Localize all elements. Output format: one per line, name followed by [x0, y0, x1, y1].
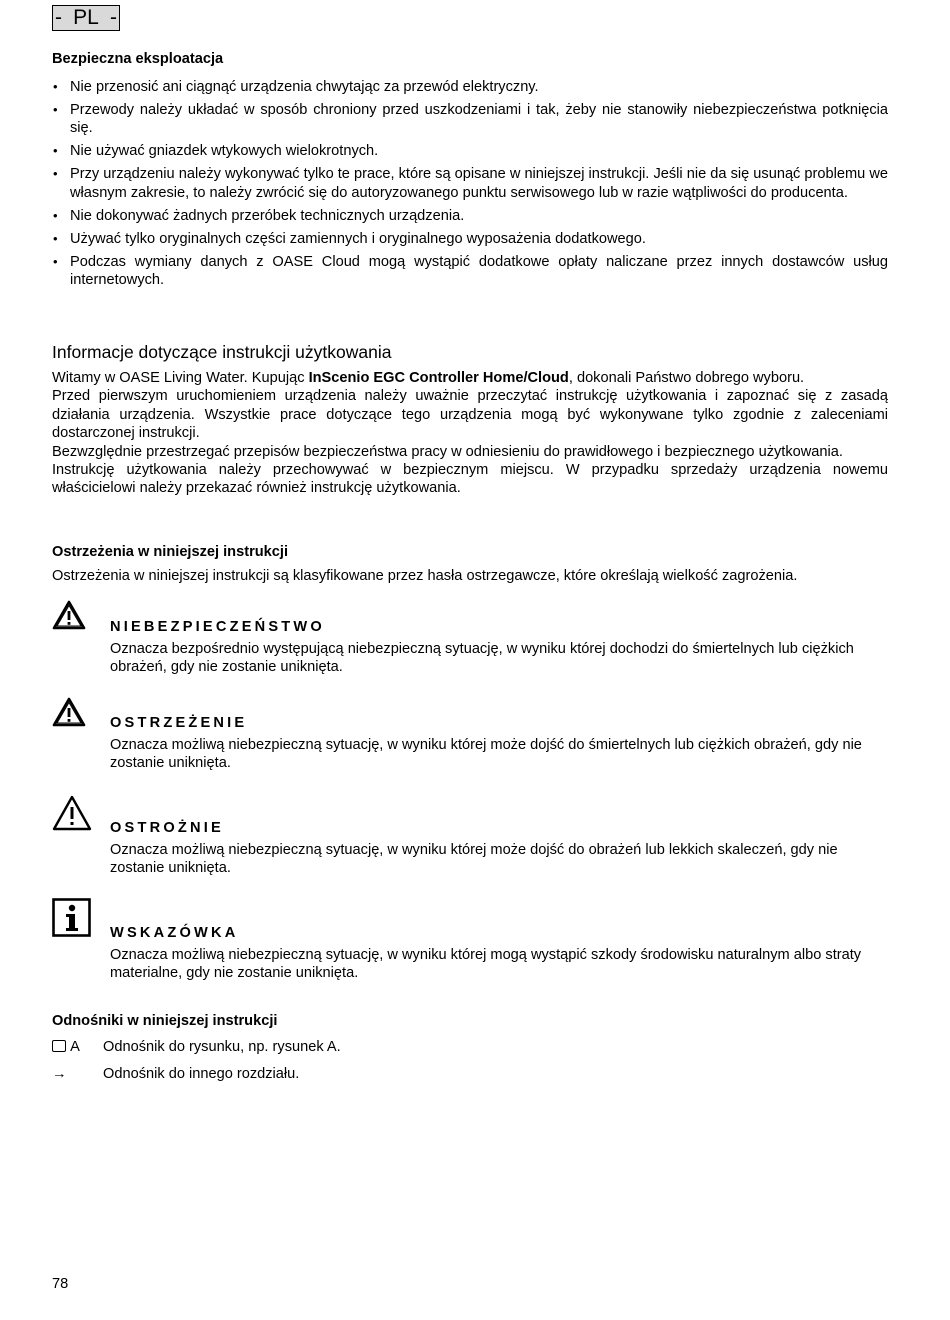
danger-title: NIEBEZPIECZEŃSTWO	[110, 619, 325, 635]
info-icon	[52, 898, 92, 938]
list-item: • Podczas wymiany danych z OASE Cloud mogą wystąpić dodatkowe opłaty naliczane przez innych dostawców usług internetowych.	[52, 253, 888, 290]
arrow-right-icon: →	[52, 1066, 67, 1082]
list-item: • Przy urządzeniu należy wykonywać tylko te prace, które są opisane w niniejszej instrukcji. Jeśli nie da się usunąć problemu we własnym zakresie, to należy zwrócić się do autoryzowanego punktu serwisowego lub w razie wątpliwości do producenta.	[52, 165, 888, 202]
intro-text-before: Witamy w OASE Living Water. Kupując	[52, 370, 309, 386]
manual-info-heading: Informacje dotyczące instrukcji użytkowania	[52, 342, 392, 362]
warning-description: Oznacza możliwą niebezpieczną sytuację, w wyniku której może dojść do śmiertelnych lub ciężkich obrażeń, gdy nie zostanie uniknięta.	[110, 737, 862, 772]
note-description: Oznacza możliwą niebezpieczną sytuację, w wyniku której mogą wystąpić szkody środowisku naturalnym albo straty materialne, gdy nie zostanie uniknięta.	[110, 947, 862, 982]
warnings-heading: Ostrzeżenia w niniejszej instrukcji	[52, 544, 289, 560]
manual-info-body	[52, 369, 888, 498]
note-title: WSKAZÓWKA	[110, 925, 239, 941]
references-heading: Odnośniki w niniejszej instrukcji	[52, 1013, 278, 1029]
intro-paragraph	[52, 369, 888, 387]
safe-operation-list	[52, 78, 888, 294]
lang-tag-dash-left: -	[55, 6, 62, 29]
list-item: • Nie używać gniazdek wtykowych wielokrotnych.	[52, 142, 888, 160]
figure-reference-symbol	[52, 1038, 80, 1056]
warning-triangle-icon	[52, 795, 92, 831]
warnings-intro: Ostrzeżenia w niniejszej instrukcji są klasyfikowane przez hasła ostrzegawcze, które określają wielkość zagrożenia.	[52, 568, 798, 584]
list-item: • Używać tylko oryginalnych części zamiennych i oryginalnego wyposażenia dodatkowego.	[52, 230, 888, 248]
intro-paragraph: Przed pierwszym uruchomieniem urządzenia należy uważnie przeczytać instrukcję użytkowania i zapoznać się z zasadą działania urządzenia. Wszystkie prace dotyczące tego urządzenia mogą być wykonywane tylko zgodnie z zaleceniami dostarczonej instrukcji.	[52, 388, 888, 442]
warning-triangle-icon	[52, 600, 86, 630]
warning-title: OSTRZEŻENIE	[110, 715, 248, 731]
page-number: 78	[52, 1276, 69, 1292]
figure-frame-icon	[52, 1040, 66, 1052]
intro-paragraph: Instrukcję użytkowania należy przechowywać w bezpiecznym miejscu. W przypadku sprzedaży urządzenia nowemu właścicielowi należy przekazać również instrukcję użytkowania.	[52, 462, 888, 497]
warning-triangle-icon	[52, 697, 86, 727]
list-item: • Przewody należy układać w sposób chroniony przed uszkodzeniami i tak, żeby nie stanowiły niebezpieczeństwa potknięcia się.	[52, 101, 888, 138]
lang-tag-dash-right: -	[110, 6, 117, 29]
intro-text-after: , dokonali Państwo dobrego wyboru.	[568, 370, 805, 386]
figure-reference-letter: A	[70, 1039, 80, 1055]
lang-tag-code: PL	[73, 6, 99, 29]
list-item: • Nie dokonywać żadnych przeróbek technicznych urządzenia.	[52, 207, 888, 225]
caution-description: Oznacza możliwą niebezpieczną sytuację, w wyniku której może dojść do obrażeń lub lekkich skaleczeń, gdy nie zostanie uniknięta.	[110, 842, 838, 877]
language-tag	[52, 5, 120, 31]
section-reference-text: Odnośnik do innego rozdziału.	[103, 1066, 300, 1082]
product-name: InScenio EGC Controller Home/Cloud	[308, 370, 569, 386]
caution-title: OSTROŻNIE	[110, 820, 224, 836]
safe-operation-heading: Bezpieczna eksploatacja	[52, 51, 224, 67]
intro-paragraph: Bezwzględnie przestrzegać przepisów bezpieczeństwa pracy w odniesieniu do prawidłowego i bezpiecznego użytkowania.	[52, 443, 843, 460]
list-item: • Nie przenosić ani ciągnąć urządzenia chwytając za przewód elektryczny.	[52, 78, 888, 96]
danger-description: Oznacza bezpośrednio występującą niebezpieczną sytuację, w wyniku której dochodzi do śmiertelnych lub ciężkich obrażeń, gdy nie zostanie uniknięta.	[110, 641, 854, 676]
figure-reference-text: Odnośnik do rysunku, np. rysunek A.	[103, 1039, 341, 1055]
